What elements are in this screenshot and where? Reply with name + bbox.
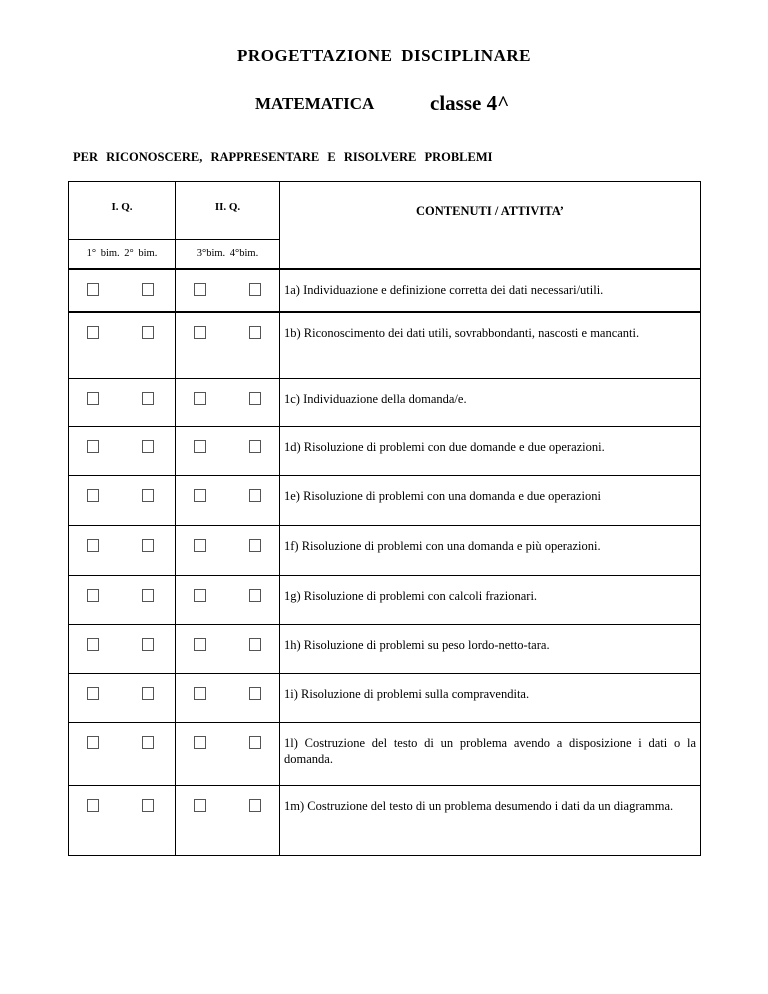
checkbox-bim1[interactable] [87, 589, 99, 602]
checkbox-bim4[interactable] [249, 539, 261, 552]
checkbox-bim3[interactable] [194, 283, 206, 296]
checkbox-bim2[interactable] [142, 799, 154, 812]
checkbox-bim4[interactable] [249, 638, 261, 651]
activity-text: 1g) Risoluzione di problemi con calcoli frazionari. [284, 588, 538, 603]
activity-text: 1b) Riconoscimento dei dati utili, sovrabbondanti, nascosti e mancanti. [284, 326, 640, 340]
table-row [69, 312, 701, 378]
checkbox-bim2[interactable] [142, 489, 154, 502]
checkbox-bim2[interactable] [142, 326, 154, 339]
checkbox-bim1[interactable] [87, 799, 99, 812]
checkbox-bim1[interactable] [87, 638, 99, 651]
checkbox-bim2[interactable] [142, 638, 154, 651]
checkbox-bim1[interactable] [87, 687, 99, 700]
activity-text: 1f) Risoluzione di problemi con una domanda e più operazioni. [284, 538, 601, 553]
checkbox-bim2[interactable] [142, 283, 154, 296]
checkbox-bim4[interactable] [249, 489, 261, 502]
checkbox-bim3[interactable] [194, 440, 206, 453]
checkbox-bim3[interactable] [194, 539, 206, 552]
table-row [69, 673, 701, 722]
checkbox-bim4[interactable] [249, 326, 261, 339]
table-row [69, 575, 701, 624]
subject-label: MATEMATICA [255, 94, 375, 113]
checkbox-bim1[interactable] [87, 283, 99, 296]
table-row [69, 624, 701, 673]
checkbox-bim3[interactable] [194, 687, 206, 700]
quarter-1-label: I. Q. [111, 201, 133, 213]
checkbox-bim1[interactable] [87, 392, 99, 405]
checkbox-bim3[interactable] [194, 489, 206, 502]
checkbox-bim4[interactable] [249, 440, 261, 453]
content-header-label: CONTENUTI / ATTIVITA’ [416, 204, 564, 218]
checkbox-bim3[interactable] [194, 589, 206, 602]
activity-text: 1e) Risoluzione di problemi con una domanda e due operazioni [284, 488, 601, 503]
quarter-2-header-cell [176, 182, 280, 270]
checkbox-bim4[interactable] [249, 736, 261, 749]
activity-text: 1i) Risoluzione di problemi sulla compravendita. [284, 686, 530, 701]
activity-text: 1h) Risoluzione di problemi su peso lordo-netto-tara. [284, 637, 550, 652]
class-label: classe 4^ [430, 91, 510, 115]
checkbox-bim2[interactable] [142, 440, 154, 453]
checkbox-bim3[interactable] [194, 799, 206, 812]
bimester-3-4-label: 3°bim. 4°bim. [196, 248, 259, 259]
activity-text: 1l) Costruzione del testo di un problema avendo a disposizione i dati o la domanda. [284, 735, 696, 766]
checkbox-bim2[interactable] [142, 736, 154, 749]
activity-text: 1a) Individuazione e definizione corretta dei dati necessari/utili. [284, 283, 604, 297]
table-row [69, 722, 701, 785]
checkbox-bim1[interactable] [87, 489, 99, 502]
checkbox-bim1[interactable] [87, 539, 99, 552]
quarter-1-header-cell [69, 182, 176, 270]
checkbox-bim4[interactable] [249, 799, 261, 812]
table-row [69, 525, 701, 575]
activity-text: 1m) Costruzione del testo di un problema desumendo i dati da un diagramma. [284, 798, 674, 813]
checkbox-bim4[interactable] [249, 687, 261, 700]
table-header-row [69, 182, 701, 270]
checkbox-bim2[interactable] [142, 687, 154, 700]
content-header-cell [280, 182, 701, 270]
checkbox-bim1[interactable] [87, 326, 99, 339]
quarter-2-label: II. Q. [214, 201, 241, 213]
checkbox-bim1[interactable] [87, 736, 99, 749]
table-row [69, 269, 701, 312]
checkbox-bim4[interactable] [249, 392, 261, 405]
checkbox-bim4[interactable] [249, 589, 261, 602]
objective-heading: PER RICONOSCERE, RAPPRESENTARE E RISOLVERE PROBLEMI [73, 150, 493, 164]
activity-text: 1c) Individuazione della domanda/e. [284, 391, 467, 406]
table-row [69, 378, 701, 426]
table-row [69, 426, 701, 475]
checkbox-bim1[interactable] [87, 440, 99, 453]
planning-table [68, 181, 701, 856]
checkbox-bim3[interactable] [194, 326, 206, 339]
checkbox-bim2[interactable] [142, 539, 154, 552]
table-row [69, 475, 701, 525]
bimester-1-2-label: 1° bim. 2° bim. [86, 248, 158, 259]
checkbox-bim2[interactable] [142, 589, 154, 602]
checkbox-bim3[interactable] [194, 736, 206, 749]
checkbox-bim3[interactable] [194, 392, 206, 405]
activity-text: 1d) Risoluzione di problemi con due domande e due operazioni. [284, 439, 605, 454]
header-divider [176, 239, 279, 240]
header-divider [69, 239, 175, 240]
document-title: PROGETTAZIONE DISCIPLINARE [237, 46, 531, 65]
checkbox-bim3[interactable] [194, 638, 206, 651]
table-row [69, 785, 701, 855]
checkbox-bim2[interactable] [142, 392, 154, 405]
checkbox-bim4[interactable] [249, 283, 261, 296]
